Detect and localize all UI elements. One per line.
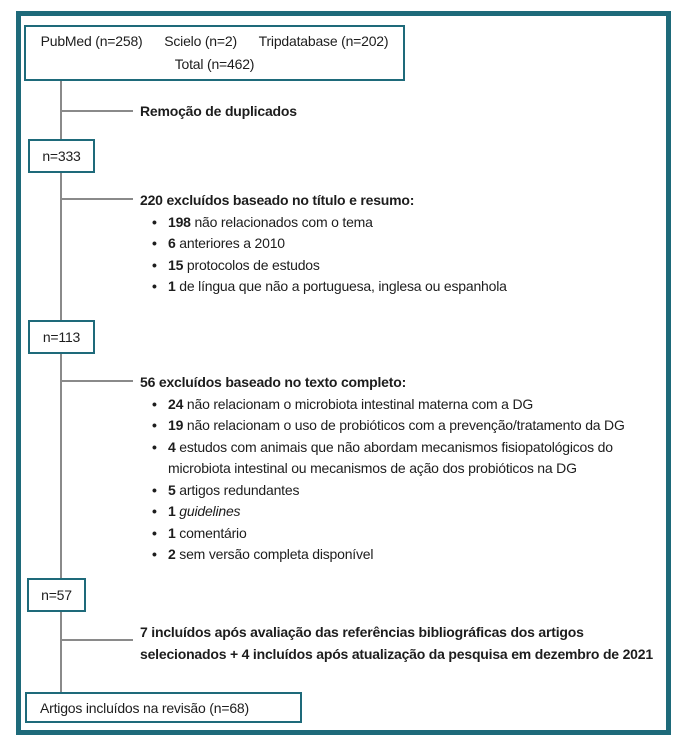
exclusion-item: [140, 233, 662, 255]
count-box-after-fulltext: n=57: [27, 578, 86, 612]
identification-sources: [32, 30, 398, 53]
exclusion-count: 4: [168, 438, 176, 455]
exclusion-reason: protocolos de estudos: [186, 256, 320, 273]
exclusion-count: 198: [168, 213, 191, 230]
exclusion-reason: sem versão completa disponível: [179, 546, 374, 562]
exclusion-reason: de língua que não a portuguesa, inglesa ou espanhola: [179, 278, 507, 294]
exclusion-count: 2: [168, 546, 176, 562]
exclusion-item: [140, 437, 666, 480]
exclusion-count: 15: [168, 256, 184, 273]
exclusion-item: [140, 501, 666, 523]
title-abstract-exclusions-list: [140, 212, 662, 298]
count-box-after-title-abstract: n=113: [28, 320, 95, 354]
exclusion-reason: comentário: [179, 524, 247, 541]
exclusion-reason: não relacionados com o tema: [194, 213, 373, 230]
title-abstract-exclusions: [140, 190, 662, 298]
included-box: Artigos incluídos na revisão (n=68): [25, 692, 302, 723]
exclusion-count: 6: [168, 235, 176, 251]
exclusion-reason: guidelines: [179, 503, 241, 519]
exclusion-item: [140, 276, 662, 298]
exclusion-reason: estudos com animais que não abordam mecanismos fisiopatológicos do microbiota intestinal ou mecanismos de ação dos probióticos na DG: [168, 438, 613, 476]
exclusion-reason: não relacionam o uso de probióticos com a prevenção/tratamento da DG: [186, 417, 625, 433]
dedup-label: Remoção de duplicados: [140, 103, 297, 119]
title-abstract-exclusions-heading: 220 excluídos baseado no título e resumo:: [140, 192, 415, 208]
exclusion-item: [140, 523, 666, 545]
exclusion-reason: artigos redundantes: [179, 481, 300, 498]
connector-branch-inclusion: [61, 639, 133, 641]
exclusion-count: 1: [168, 278, 176, 294]
exclusion-item: [140, 212, 662, 234]
fulltext-exclusions-heading: 56 excluídos baseado no texto completo:: [140, 374, 407, 390]
exclusion-count: 24: [168, 395, 184, 412]
source-pubmed: PubMed (n=258): [40, 33, 143, 49]
connector-branch-fulltext: [61, 380, 133, 382]
identification-box: [24, 25, 405, 81]
identification-total: Total (n=462): [174, 56, 255, 72]
exclusion-item: [140, 480, 666, 502]
inclusion-label: 7 incluídos após avaliação das referências bibliográficas dos artigos selecionados + 4 incluídos após atualização da pesquisa em dezembro de 2021: [140, 624, 653, 662]
exclusion-count: 1: [168, 524, 176, 541]
fulltext-exclusions-list: [140, 394, 666, 566]
source-tripdatabase: Tripdatabase (n=202): [258, 33, 389, 49]
exclusion-item: [140, 394, 666, 416]
exclusion-reason: não relacionam o microbiota intestinal materna com a DG: [186, 395, 534, 412]
connector-branch-dedup: [61, 110, 133, 112]
exclusion-reason: anteriores a 2010: [179, 235, 285, 251]
connector-branch-title-abstract: [61, 198, 133, 200]
exclusion-item: [140, 255, 662, 277]
exclusion-item: [140, 544, 666, 566]
source-scielo: Scielo (n=2): [164, 33, 237, 49]
exclusion-count: 19: [168, 417, 184, 433]
fulltext-exclusions: [140, 372, 666, 566]
exclusion-count: 1: [168, 503, 176, 519]
count-box-after-dedup: n=333: [28, 139, 95, 173]
exclusion-count: 5: [168, 481, 176, 498]
exclusion-item: [140, 415, 666, 437]
